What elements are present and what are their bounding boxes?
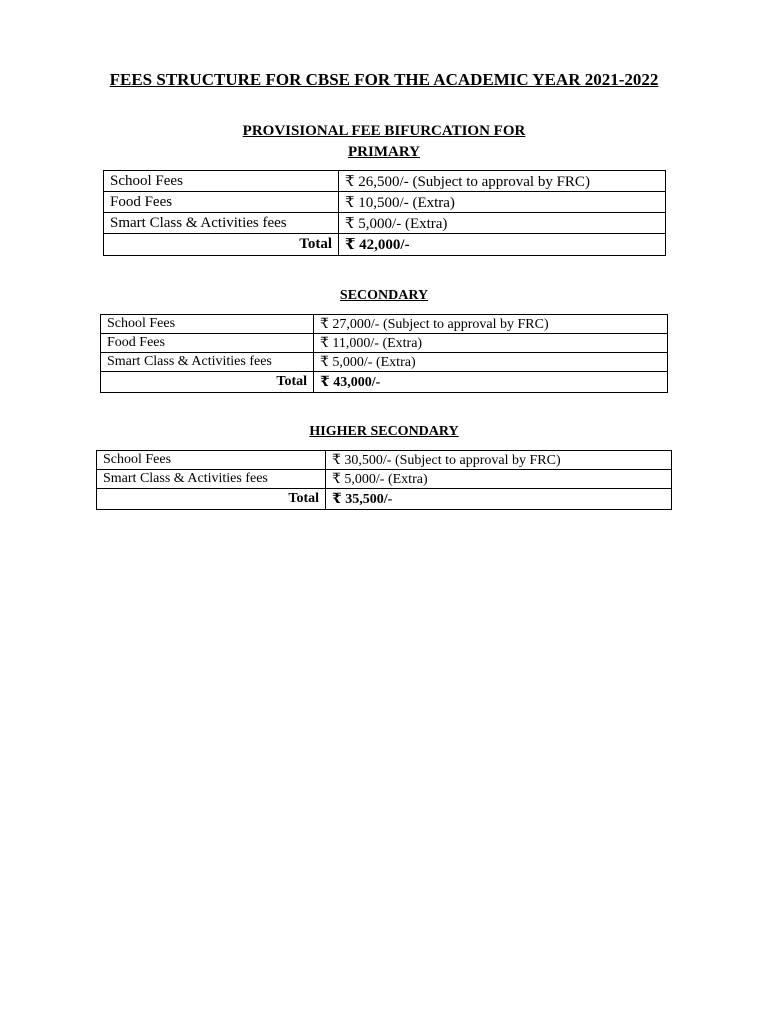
total-label: Total [104, 234, 339, 256]
total-value: ₹ 35,500/- [326, 489, 672, 510]
fee-value: ₹ 11,000/- (Extra) [314, 334, 668, 353]
total-value: ₹ 42,000/- [339, 234, 666, 256]
total-row [97, 489, 672, 510]
fee-label: School Fees [97, 451, 326, 470]
fee-label: Smart Class & Activities fees [97, 470, 326, 489]
table-row [101, 353, 668, 372]
fee-value: ₹ 26,500/- (Subject to approval by FRC) [339, 171, 666, 192]
table-row [97, 470, 672, 489]
fee-value: ₹ 27,000/- (Subject to approval by FRC) [314, 315, 668, 334]
higher-secondary-fees-table [96, 450, 672, 510]
primary-title-line1: PROVISIONAL FEE BIFURCATION FOR [242, 123, 526, 139]
table-row [101, 334, 668, 353]
fee-label: Food Fees [101, 334, 314, 353]
fee-value: ₹ 30,500/- (Subject to approval by FRC) [326, 451, 672, 470]
fee-value: ₹ 5,000/- (Extra) [326, 470, 672, 489]
total-label: Total [101, 372, 314, 393]
table-row [104, 171, 666, 192]
higher-secondary-section-title: HIGHER SECONDARY [309, 424, 459, 439]
primary-title-line2: PRIMARY [348, 144, 420, 160]
fee-label: Smart Class & Activities fees [104, 213, 339, 234]
secondary-fees-table [100, 314, 668, 393]
primary-section-title [0, 121, 768, 163]
total-value: ₹ 43,000/- [314, 372, 668, 393]
fee-value: ₹ 10,500/- (Extra) [339, 192, 666, 213]
table-row [104, 192, 666, 213]
document-title: FEES STRUCTURE FOR CBSE FOR THE ACADEMIC YEAR 2021-2022 [109, 70, 659, 89]
fee-label: School Fees [104, 171, 339, 192]
fee-value: ₹ 5,000/- (Extra) [314, 353, 668, 372]
table-row [97, 451, 672, 470]
secondary-section-title: SECONDARY [339, 288, 429, 303]
fee-label: School Fees [101, 315, 314, 334]
total-row [104, 234, 666, 256]
table-row [104, 213, 666, 234]
table-row [101, 315, 668, 334]
total-row [101, 372, 668, 393]
primary-fees-table [103, 170, 666, 256]
fee-label: Smart Class & Activities fees [101, 353, 314, 372]
fee-value: ₹ 5,000/- (Extra) [339, 213, 666, 234]
total-label: Total [97, 489, 326, 510]
fee-label: Food Fees [104, 192, 339, 213]
